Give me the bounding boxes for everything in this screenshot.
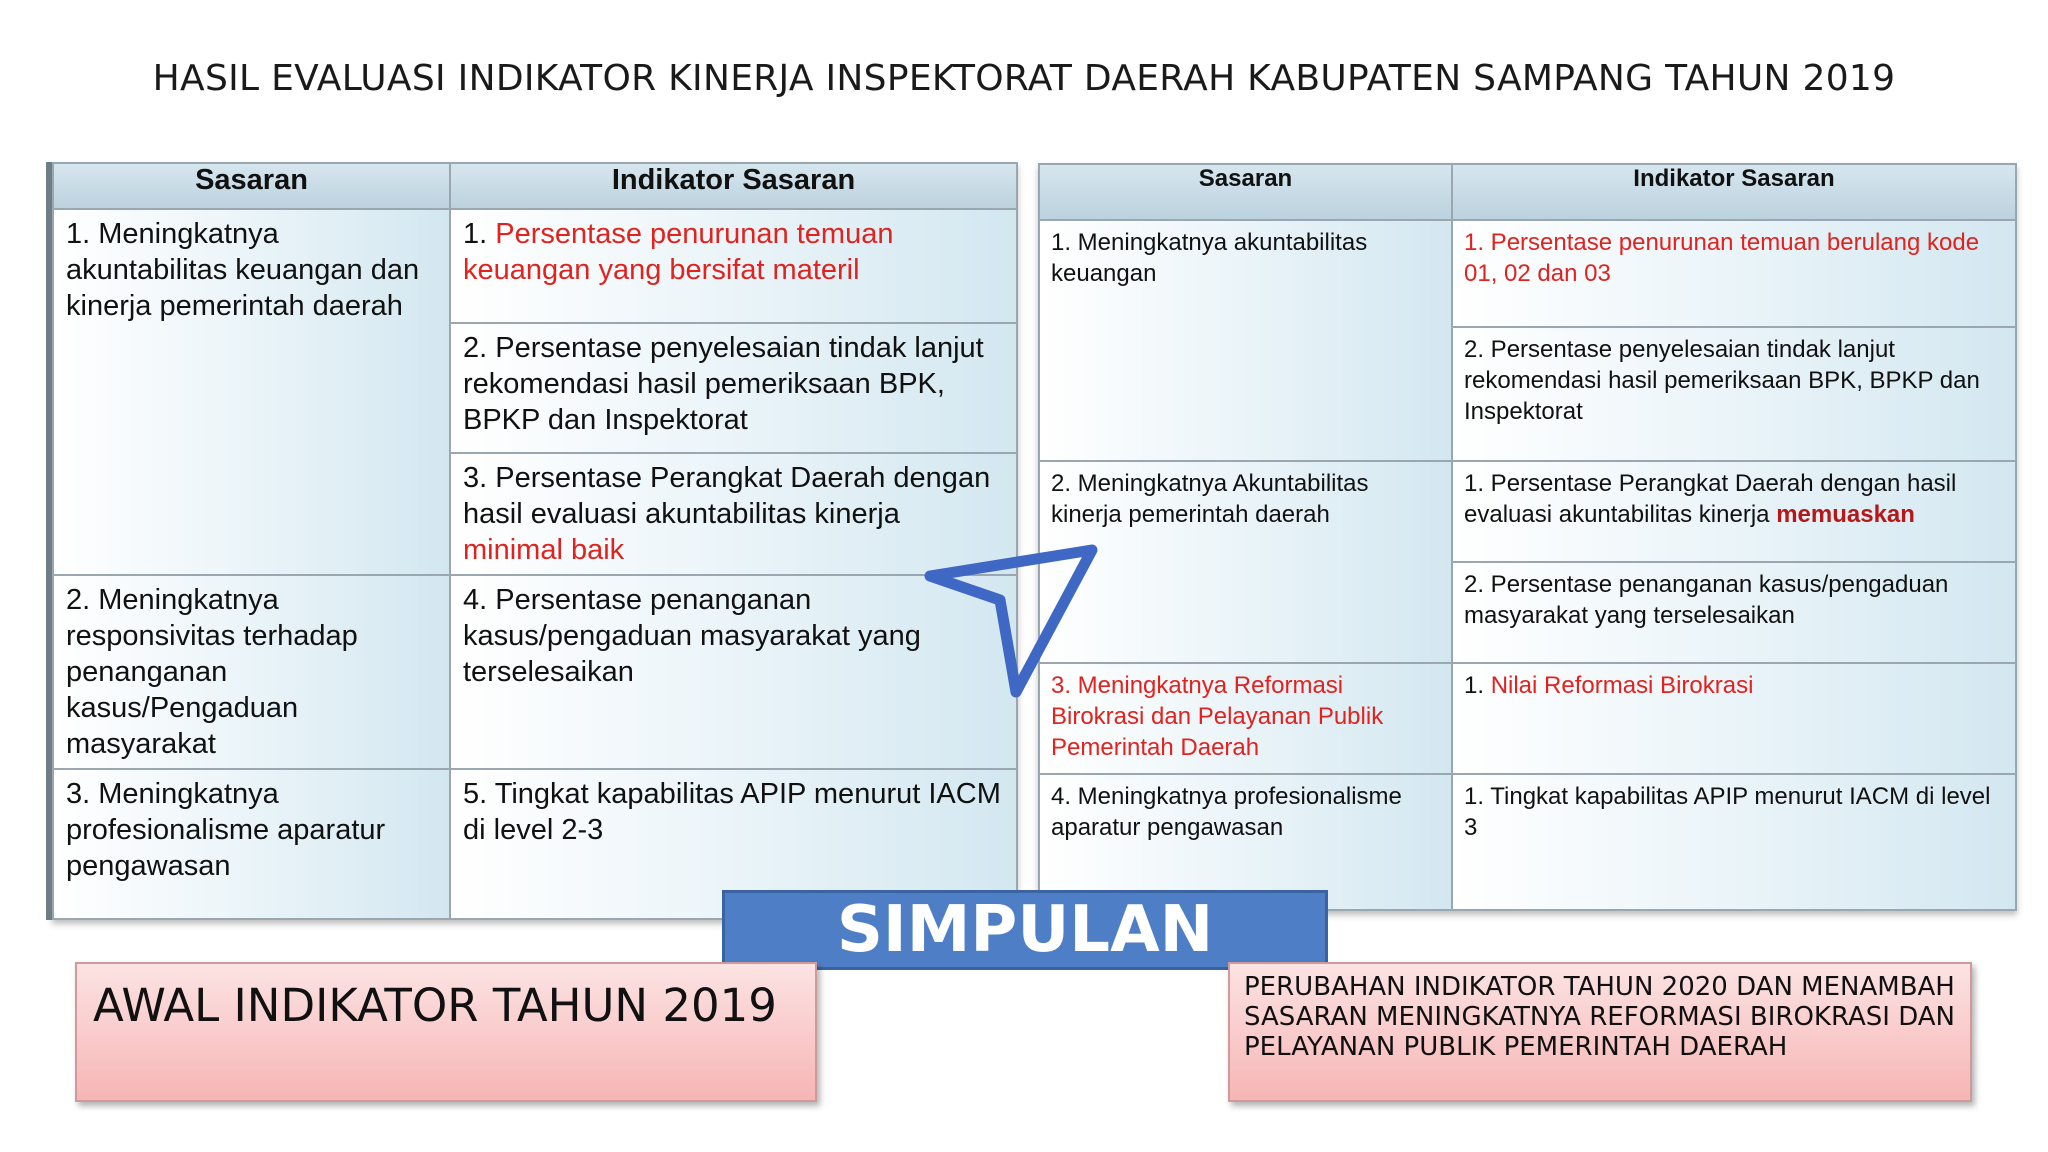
right-indikator-5: 1. Nilai Reformasi Birokrasi bbox=[1452, 663, 2016, 774]
left-indikator-4: 4. Persentase penanganan kasus/pengaduan masyarakat yang terselesaikan bbox=[450, 575, 1017, 769]
right-header-indikator: Indikator Sasaran bbox=[1452, 164, 2016, 220]
right-sasaran-1: 1. Meningkatnya akuntabilitas keuangan bbox=[1039, 220, 1452, 461]
left-sasaran-2: 2. Meningkatnya responsivitas terhadap penanganan kasus/Pengaduan masyarakat bbox=[53, 575, 450, 769]
left-header-sasaran: Sasaran bbox=[53, 163, 450, 209]
page-title: HASIL EVALUASI INDIKATOR KINERJA INSPEKTORAT DAERAH KABUPATEN SAMPANG TAHUN 2019 bbox=[152, 58, 1896, 99]
simpulan-banner: SIMPULAN bbox=[722, 890, 1328, 970]
left-indikator-3: 3. Persentase Perangkat Daerah dengan hasil evaluasi akuntabilitas kinerja minimal baik bbox=[450, 453, 1017, 575]
left-sasaran-1: 1. Meningkatnya akuntabilitas keuangan dan kinerja pemerintah daerah bbox=[53, 209, 450, 575]
initial-indicator-box: AWAL INDIKATOR TAHUN 2019 bbox=[75, 962, 817, 1102]
right-sasaran-2: 2. Meningkatnya Akuntabilitas kinerja pemerintah daerah bbox=[1039, 461, 1452, 663]
right-indikator-4: 2. Persentase penanganan kasus/pengaduan masyarakat yang terselesaikan bbox=[1452, 562, 2016, 663]
right-indikator-3: 1. Persentase Perangkat Daerah dengan hasil evaluasi akuntabilitas kinerja memuaskan bbox=[1452, 461, 2016, 562]
right-indikator-2: 2. Persentase penyelesaian tindak lanjut rekomendasi hasil pemeriksaan BPK, BPKP dan Inspektorat bbox=[1452, 327, 2016, 461]
left-indikator-1: 1. Persentase penurunan temuan keuangan yang bersifat materil bbox=[450, 209, 1017, 323]
right-indikator-1: 1. Persentase penurunan temuan berulang kode 01, 02 dan 03 bbox=[1452, 220, 2016, 327]
right-sasaran-3: 3. Meningkatnya Reformasi Birokrasi dan Pelayanan Publik Pemerintah Daerah bbox=[1039, 663, 1452, 774]
left-sasaran-3: 3. Meningkatnya profesionalisme aparatur pengawasan bbox=[53, 769, 450, 919]
indicator-change-box: PERUBAHAN INDIKATOR TAHUN 2020 DAN MENAMBAH SASARAN MENINGKATNYA REFORMASI BIROKRASI DAN PELAYANAN PUBLIK PEMERINTAH DAERAH bbox=[1228, 962, 1972, 1102]
left-indikator-5: 5. Tingkat kapabilitas APIP menurut IACM di level 2-3 bbox=[450, 769, 1017, 919]
right-header-sasaran: Sasaran bbox=[1039, 164, 1452, 220]
right-indikator-6: 1. Tingkat kapabilitas APIP menurut IACM di level 3 bbox=[1452, 774, 2016, 910]
left-header-indikator: Indikator Sasaran bbox=[450, 163, 1017, 209]
right-sasaran-4: 4. Meningkatnya profesionalisme aparatur pengawasan bbox=[1039, 774, 1452, 910]
left-indikator-2: 2. Persentase penyelesaian tindak lanjut rekomendasi hasil pemeriksaan BPK, BPKP dan Inspektorat bbox=[450, 323, 1017, 453]
